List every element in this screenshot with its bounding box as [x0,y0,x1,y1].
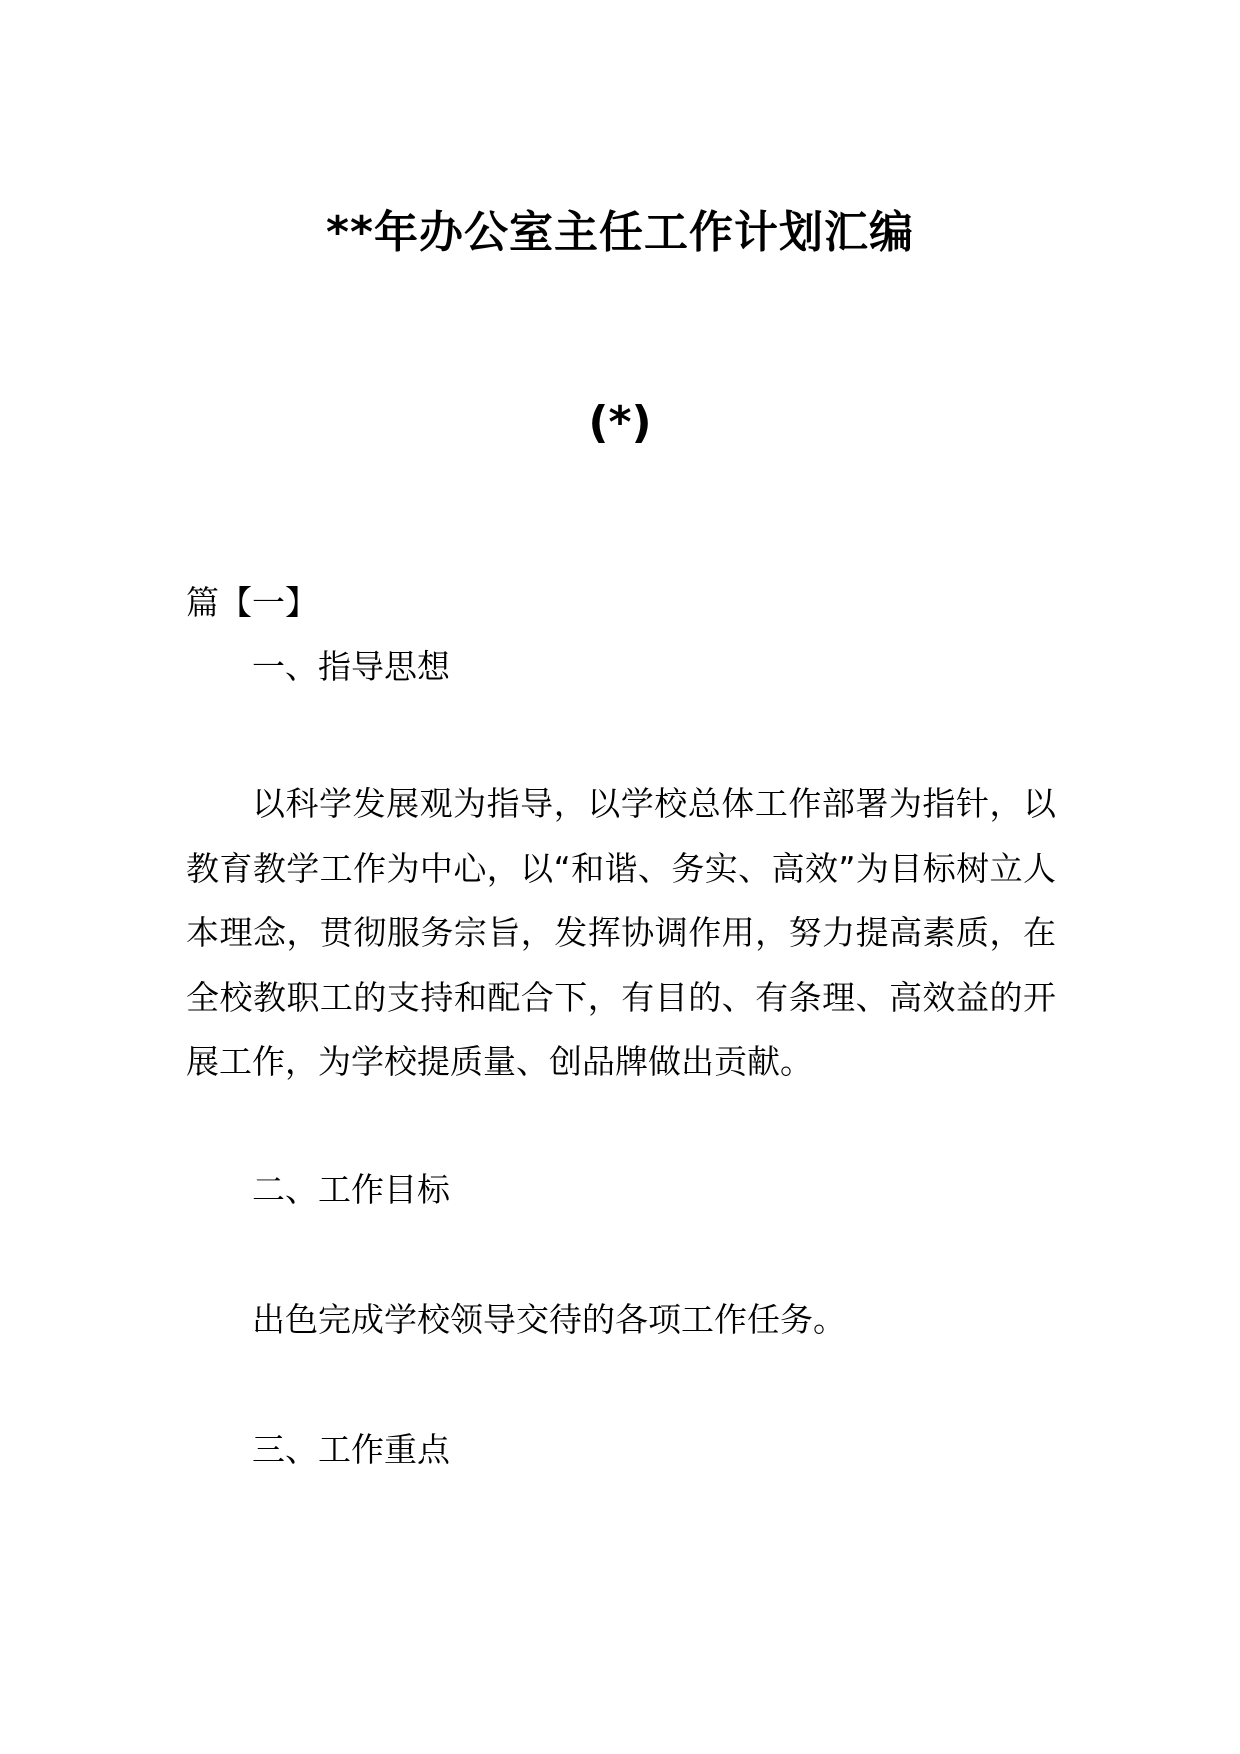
section-body-guiding-ideology: 以科学发展观为指导，以学校总体工作部署为指针，以教育教学工作为中心，以“和谐、务实、高效”为目标树立人本理念，贯彻服务宗旨，发挥协调作用，努力提高素质，在全校教职工的支持和配合下，有目的、有条理、高效益的开展工作，为学校提质量、创品牌做出贡献。 [186,784,1056,1081]
section-heading-work-goals: 二、工作目标 [252,1170,450,1209]
section-heading-guiding-ideology: 一、指导思想 [252,647,450,686]
section-heading-work-focus: 三、工作重点 [252,1430,450,1469]
document-subtitle: (*) [588,397,652,448]
document-title: **年办公室主任工作计划汇编 [325,207,915,258]
chapter-label: 篇【一】 [186,583,318,622]
section-body-work-goals: 出色完成学校领导交待的各项工作任务。 [252,1300,846,1339]
